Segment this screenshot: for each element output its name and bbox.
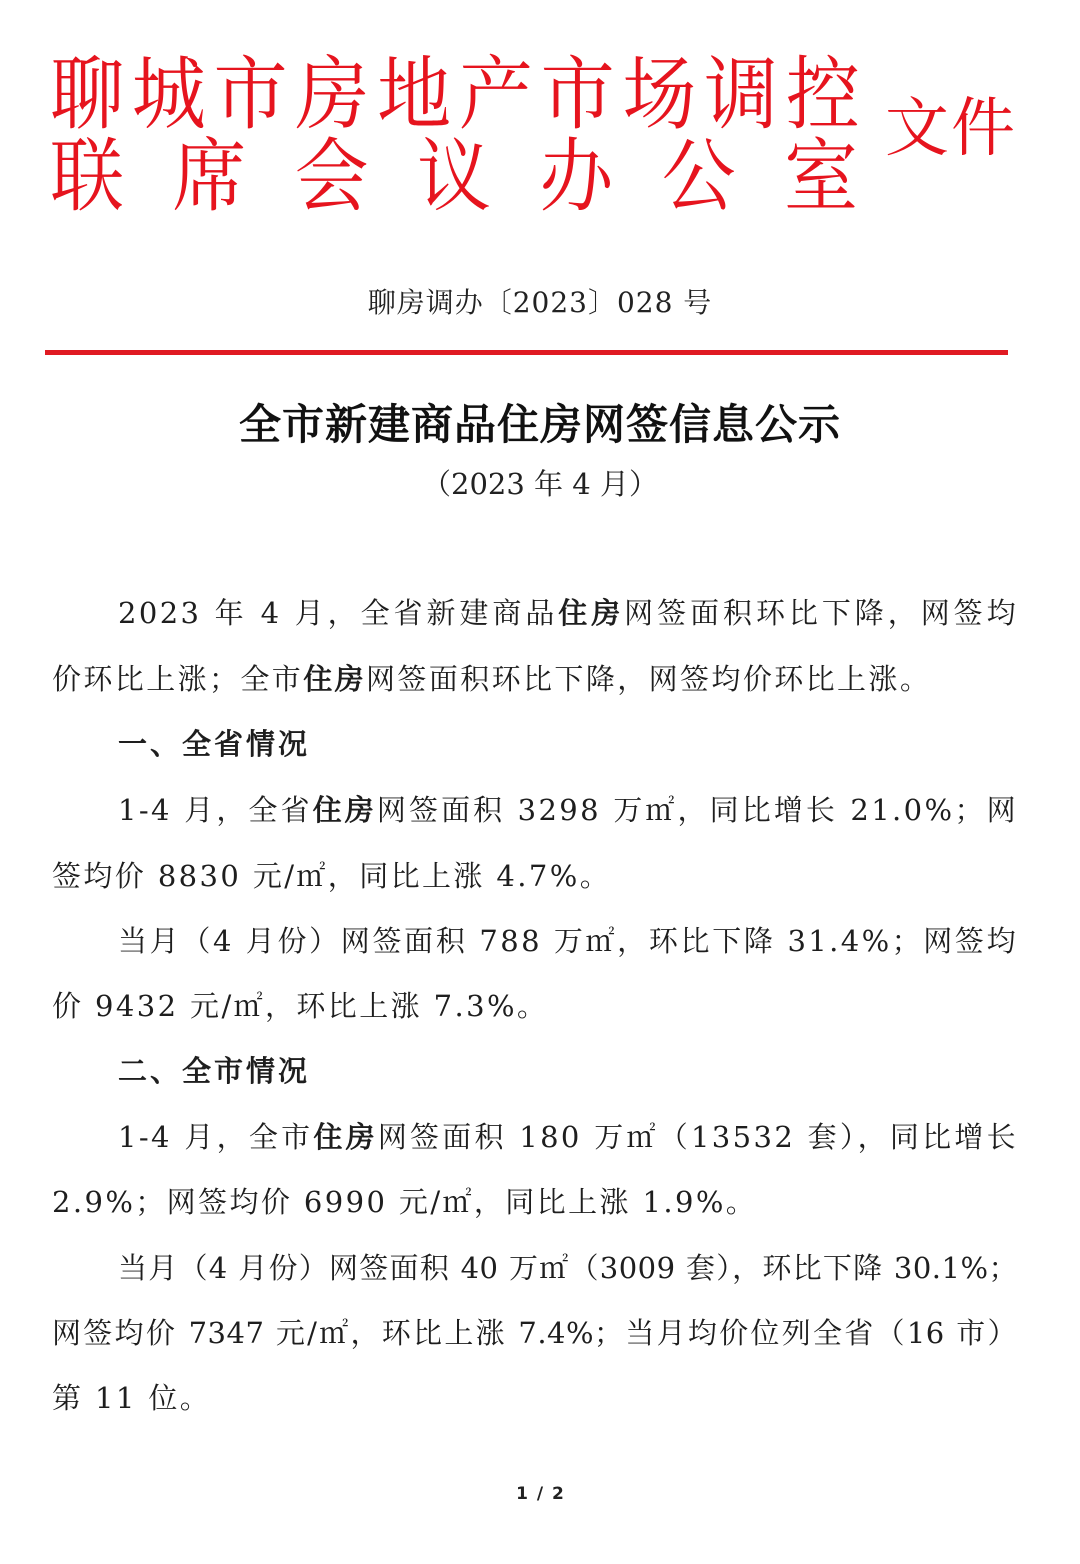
text: 价环比上涨；全市	[52, 662, 304, 696]
text: 1-4 月，全市	[118, 1120, 314, 1154]
document-subtitle: （2023 年 4 月）	[422, 467, 658, 501]
letterhead-line-2	[50, 130, 858, 224]
bold-text: 住房	[558, 596, 625, 630]
bold-text: 住房	[303, 662, 367, 696]
province-month-line-1: 当月（4 月份）网签面积 788 万㎡，环比下降 31.4%；网签均	[118, 924, 1018, 958]
province-ytd-line-1	[118, 790, 1018, 830]
province-ytd-line-2: 签均价 8830 元/㎡，同比上涨 4.7%。	[52, 859, 612, 893]
bold-text: 住房	[313, 1120, 378, 1154]
city-ytd-line-1	[118, 1117, 1018, 1157]
text: 2023 年 4 月，全省新建商品	[118, 596, 559, 630]
document-number: 聊房调办〔2023〕028 号	[367, 286, 713, 319]
city-ytd-line-2: 2.9%；网签均价 6990 元/㎡，同比上涨 1.9%。	[52, 1185, 758, 1219]
letterhead-char: 控	[785, 48, 860, 142]
section-heading-city: 二、全市情况	[118, 1054, 311, 1088]
text: 网签面积 3298 万㎡，同比增长 21.0%；网	[376, 793, 1018, 827]
letterhead-char: 公	[661, 130, 736, 224]
bold-text: 住房	[312, 793, 377, 827]
text: 网签面积 180 万㎡（13532 套），同比增长	[377, 1120, 1018, 1154]
red-divider	[45, 350, 1008, 355]
text: 网签面积环比下降，网签均价环比上涨。	[366, 662, 932, 696]
city-month-line-1: 当月（4 月份）网签面积 40 万㎡（3009 套），环比下降 30.1%；	[118, 1251, 1018, 1285]
letterhead-char: 产	[458, 48, 533, 142]
letterhead-char: 席	[172, 130, 247, 224]
city-month-line-2: 网签均价 7347 元/㎡，环比上涨 7.4%；当月均价位列全省（16 市）	[52, 1316, 1017, 1350]
document-title: 全市新建商品住房网签信息公示	[238, 400, 841, 449]
letterhead-char: 地	[377, 48, 452, 142]
intro-line-1	[118, 593, 1018, 633]
letterhead-char: 场	[622, 48, 697, 142]
letterhead-char: 房	[295, 48, 370, 142]
letterhead-char: 联	[50, 130, 124, 224]
letterhead-char: 议	[416, 130, 491, 224]
text: 1-4 月，全省	[118, 793, 313, 827]
letterhead-char: 城	[131, 48, 206, 142]
letterhead-char: 市	[213, 48, 288, 142]
city-month-line-3: 第 11 位。	[52, 1381, 212, 1415]
letterhead-char: 办	[539, 130, 614, 224]
letterhead-line-1	[50, 48, 860, 142]
letterhead-char: 市	[540, 48, 615, 142]
province-month-line-2: 价 9432 元/㎡，环比上涨 7.3%。	[52, 989, 549, 1023]
letterhead-char: 聊	[50, 48, 124, 142]
section-heading-province: 一、全省情况	[118, 727, 311, 761]
letterhead-char: 会	[294, 130, 369, 224]
letterhead-char: 室	[783, 130, 858, 224]
text: 网签面积环比下降，网签均	[624, 596, 1018, 630]
intro-line-2	[52, 659, 1017, 699]
page-indicator: 1 / 2	[516, 1484, 564, 1504]
letterhead-char: 调	[704, 48, 779, 142]
letterhead-suffix: 文件	[885, 92, 1017, 166]
